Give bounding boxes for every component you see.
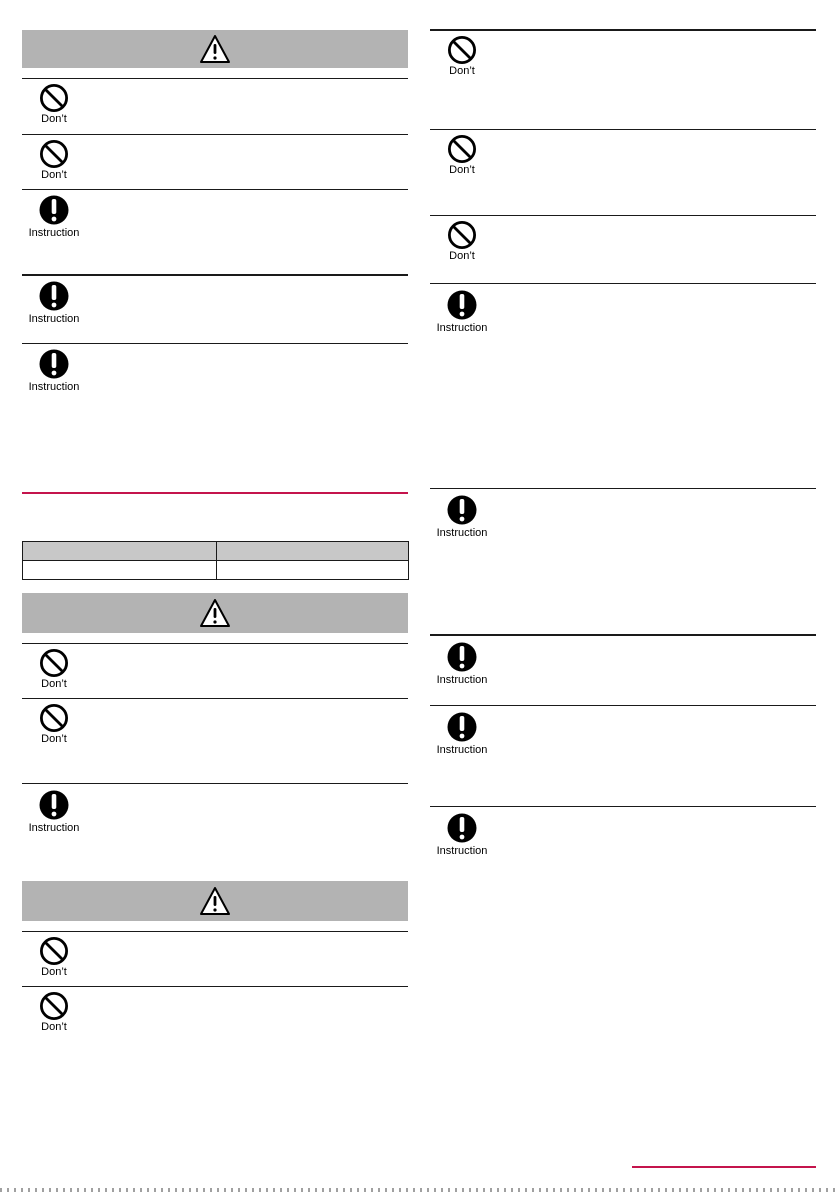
- exclamation-circle-icon: [39, 194, 69, 226]
- divider: [22, 643, 408, 644]
- instruction-entry: [22, 348, 86, 393]
- page-edge-dots: [0, 1188, 840, 1192]
- prohibited-circle-icon: [39, 83, 69, 113]
- prohibition-entry: [430, 220, 494, 262]
- divider: [22, 189, 408, 190]
- table-row: [23, 561, 409, 580]
- dont-label: Don’t: [41, 113, 67, 125]
- instruction-entry: [430, 494, 494, 539]
- warning-band-3: [22, 881, 408, 921]
- warning-band-1: [22, 30, 408, 68]
- exclamation-circle-icon: [39, 789, 69, 821]
- prohibited-circle-icon: [447, 134, 477, 164]
- instruction-entry: [22, 789, 86, 834]
- instruction-entry: [430, 289, 494, 334]
- prohibited-circle-icon: [39, 703, 69, 733]
- exclamation-circle-icon: [447, 711, 477, 743]
- divider: [430, 129, 816, 130]
- dont-label: Don’t: [41, 169, 67, 181]
- dont-label: Don’t: [41, 733, 67, 745]
- prohibition-entry: [430, 134, 494, 176]
- instruction-label: Instruction: [28, 227, 80, 239]
- divider: [430, 705, 816, 706]
- instruction-label: Instruction: [28, 313, 80, 325]
- prohibited-circle-icon: [447, 35, 477, 65]
- instruction-entry: [430, 641, 494, 686]
- instruction-entry: [22, 280, 86, 325]
- warning-band-2: [22, 593, 408, 633]
- prohibition-entry: [430, 35, 494, 77]
- divider: [22, 78, 408, 79]
- prohibited-circle-icon: [39, 139, 69, 169]
- dont-label: Don’t: [449, 65, 475, 77]
- exclamation-circle-icon: [447, 641, 477, 673]
- warning-triangle-icon: [199, 34, 231, 64]
- exclamation-circle-icon: [39, 348, 69, 380]
- warning-triangle-icon: [199, 886, 231, 916]
- prohibited-circle-icon: [39, 648, 69, 678]
- prohibition-entry: [22, 936, 86, 978]
- prohibited-circle-icon: [447, 220, 477, 250]
- exclamation-circle-icon: [39, 280, 69, 312]
- divider: [22, 343, 408, 344]
- prohibition-entry: [22, 991, 86, 1033]
- footer-rule: [632, 1166, 816, 1168]
- divider: [430, 488, 816, 489]
- instruction-label: Instruction: [436, 744, 488, 756]
- dont-label: Don’t: [449, 164, 475, 176]
- exclamation-circle-icon: [447, 494, 477, 526]
- divider: [430, 215, 816, 216]
- table-cell: [23, 542, 217, 561]
- table-cell: [217, 561, 409, 580]
- divider: [430, 634, 816, 636]
- warning-triangle-icon: [199, 598, 231, 628]
- divider: [430, 806, 816, 807]
- instruction-label: Instruction: [436, 845, 488, 857]
- divider: [22, 698, 408, 699]
- divider: [22, 783, 408, 784]
- dont-label: Don’t: [449, 250, 475, 262]
- prohibited-circle-icon: [39, 991, 69, 1021]
- spec-table: [22, 541, 409, 580]
- instruction-entry: [430, 711, 494, 756]
- prohibition-entry: [22, 83, 86, 125]
- instruction-label: Instruction: [28, 822, 80, 834]
- divider: [22, 274, 408, 276]
- table-cell: [217, 542, 409, 561]
- instruction-label: Instruction: [436, 527, 488, 539]
- table-header-row: [23, 542, 409, 561]
- instruction-label: Instruction: [436, 322, 488, 334]
- instruction-label: Instruction: [436, 674, 488, 686]
- divider: [22, 134, 408, 135]
- dont-label: Don’t: [41, 678, 67, 690]
- divider: [22, 931, 408, 932]
- section-heading-rule: [22, 492, 408, 494]
- dont-label: Don’t: [41, 1021, 67, 1033]
- instruction-entry: [430, 812, 494, 857]
- prohibition-entry: [22, 648, 86, 690]
- prohibition-entry: [22, 703, 86, 745]
- exclamation-circle-icon: [447, 289, 477, 321]
- table-cell: [23, 561, 217, 580]
- dont-label: Don’t: [41, 966, 67, 978]
- instruction-label: Instruction: [28, 381, 80, 393]
- exclamation-circle-icon: [447, 812, 477, 844]
- divider: [430, 283, 816, 284]
- instruction-entry: [22, 194, 86, 239]
- prohibition-entry: [22, 139, 86, 181]
- divider: [22, 986, 408, 987]
- prohibited-circle-icon: [39, 936, 69, 966]
- divider: [430, 29, 816, 31]
